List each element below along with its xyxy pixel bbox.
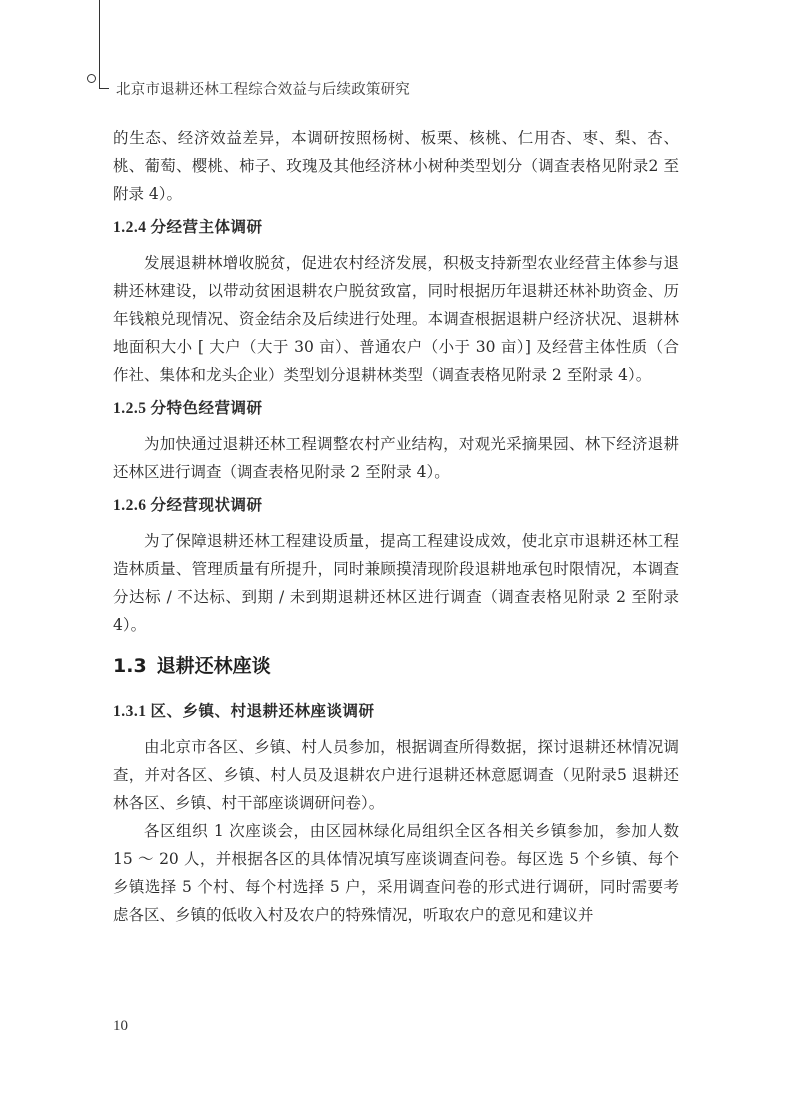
subsection-title: 分经营主体调研 [150,217,263,236]
paragraph: 各区组织 1 次座谈会，由区园林绿化局组织全区各相关乡镇参加，参加人数 15 ～ 20 人，并根据各区的具体情况填写座谈调查问卷。每区选 5 个乡镇、每个乡镇选择 5 个村、每个村选择 5 户，采用调查问卷的形式进行调研，同时需要考虑各区、乡镇的低收入村及农户的特殊情况，听取农户的意见和建议并 [113,822,679,924]
subsection-title: 区、乡镇、村退耕还林座谈调研 [150,701,375,720]
subsection-heading-1-2-6 [113,493,679,518]
header-decoration-line [99,0,100,80]
header-decoration-circle [87,74,96,83]
subsection-heading-1-2-4 [113,215,679,240]
page-body [113,124,679,929]
running-header-title: 北京市退耕还林工程综合效益与后续政策研究 [116,82,410,98]
section-number: 1.3 [113,655,147,677]
paragraph: 的生态、经济效益差异，本调研按照杨树、板栗、核桃、仁用杏、枣、梨、杏、桃、葡萄、樱桃、柿子、玫瑰及其他经济林小树种类型划分（调查表格见附录2 至附录 4）。 [113,129,679,203]
subsection-number: 1.2.4 [113,219,147,236]
paragraph: 为了保障退耕还林工程建设质量，提高工程建设成效，使北京市退耕还林工程造林质量、管理质量有所提升，同时兼顾摸清现阶段退耕地承包时限情况，本调查分达标 / 不达标、到期 / 未到期退耕还林区进行调查（调查表格见附录 2 至附录 4）。 [113,532,679,634]
paragraph: 由北京市各区、乡镇、村人员参加，根据调查所得数据，探讨退耕还林情况调查，并对各区、乡镇、村人员及退耕农户进行退耕还林意愿调查（见附录5 退耕还林各区、乡镇、村干部座谈调研问卷）。 [113,738,679,812]
subsection-number: 1.2.5 [113,400,147,417]
subsection-heading-1-2-5 [113,396,679,421]
paragraph: 为加快通过退耕还林工程调整农村产业结构，对观光采摘果园、林下经济退耕还林区进行调查（调查表格见附录 2 至附录 4）。 [113,435,679,481]
section-title: 退耕还林座谈 [156,655,271,677]
section-heading-1-3 [113,653,679,679]
subsection-title: 分特色经营调研 [150,398,263,417]
subsection-heading-1-3-1 [113,699,679,724]
subsection-title: 分经营现状调研 [150,495,263,514]
paragraph: 发展退耕林增收脱贫，促进农村经济发展，积极支持新型农业经营主体参与退耕还林建设，以带动贫困退耕农户脱贫致富，同时根据历年退耕还林补助资金、历年钱粮兑现情况、资金结余及后续进行处理。本调查根据退耕户经济状况、退耕林地面积大小 [ 大户（大于 30 亩）、普通农户（小于 30 亩）] 及经营主体性质（合作社、集体和龙头企业）类型划分退耕林类型（调查表格见附录 2 至附录 4）。 [113,254,679,384]
header-decoration-hook [99,79,109,89]
subsection-number: 1.2.6 [113,497,147,514]
page-number: 10 [113,1018,128,1034]
subsection-number: 1.3.1 [113,703,147,720]
